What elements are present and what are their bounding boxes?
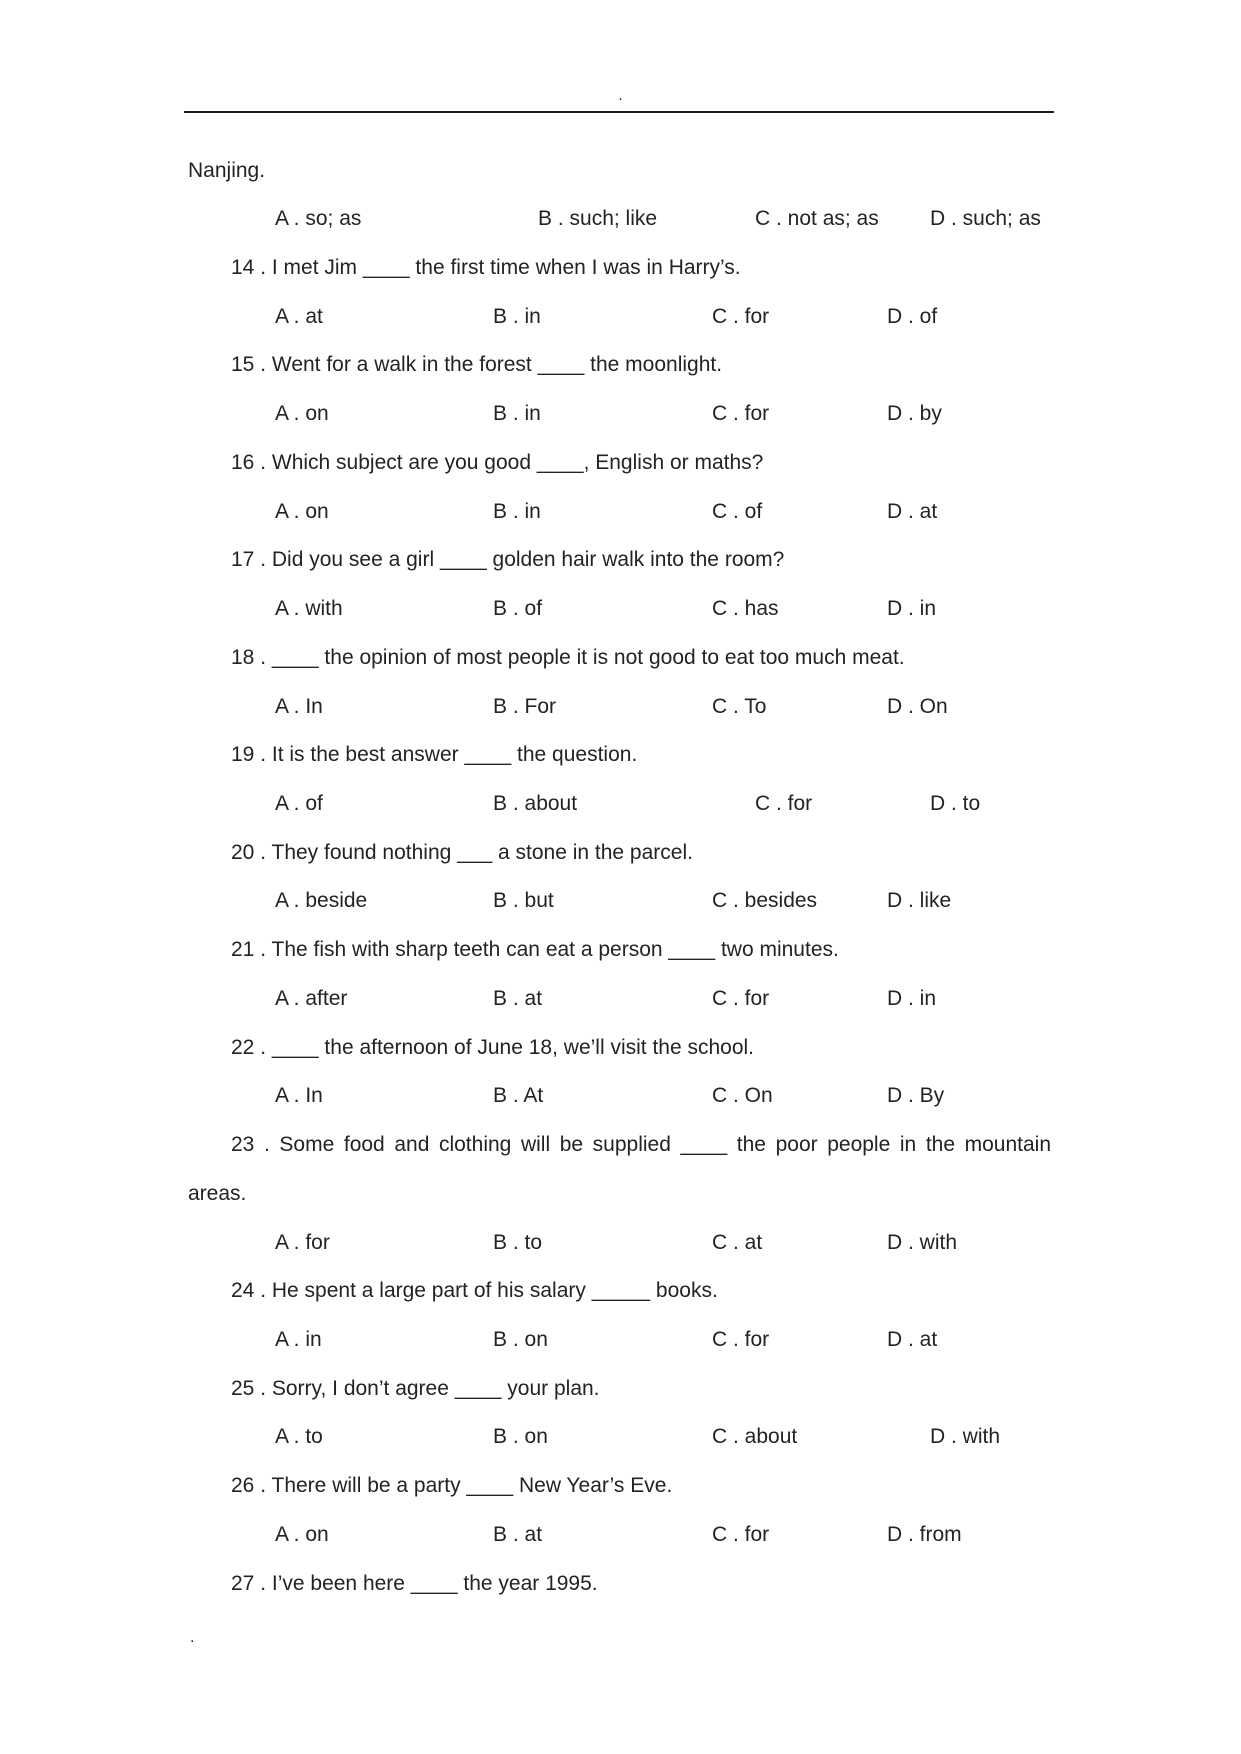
option-d: D . of [887,304,938,328]
question-number: 27 . [231,1571,267,1595]
question-stem: ____ the afternoon of June 18, we’ll visit the school. [271,1035,755,1059]
option-d: D . by [887,402,942,426]
question-13-options [188,195,1051,244]
question-17-options [188,585,1051,634]
option-c: C . at [712,1230,763,1254]
question-number: 17 . [231,548,267,572]
option-b: B . in [493,304,541,328]
option-c: C . for [712,402,770,426]
question-number: 15 . [231,353,267,377]
option-b: B . but [493,889,554,913]
question-stem: The fish with sharp teeth can eat a person ____ two minutes. [271,938,839,962]
question-23-options [188,1219,1051,1268]
option-c: C . for [712,1522,770,1546]
question-stem: Some food and clothing will be supplied ____ the poor people in the mountain areas. [188,1133,1051,1205]
question-19 [188,731,1051,780]
option-c: C . for [755,792,813,816]
question-24-options [188,1316,1051,1365]
question-stem: Which subject are you good ____, English or maths? [271,450,764,474]
question-22 [188,1024,1051,1073]
question-14 [188,244,1051,293]
option-a: A . for [275,1230,330,1254]
option-d: D . to [930,792,981,816]
question-stem: I met Jim ____ the first time when I was in Harry’s. [271,256,741,280]
option-a: A . at [275,304,323,328]
option-c: C . besides [712,889,818,913]
question-16 [188,439,1051,488]
header-mark: . [618,87,623,104]
question-number: 14 . [231,256,267,280]
question-15-options [188,390,1051,439]
option-d: D . at [887,1328,938,1352]
question-stem: Went for a walk in the forest ____ the moonlight. [271,353,723,377]
question-13-stem-tail: Nanjing. [188,158,266,182]
option-b: B . about [493,792,578,816]
option-c: C . To [712,694,767,718]
option-a: A . on [275,402,329,426]
option-c: C . for [712,986,770,1010]
option-d: D . with [887,1230,958,1254]
option-b: B . in [493,402,541,426]
option-b: B . of [493,597,543,621]
option-a: A . In [275,1084,323,1108]
question-number: 22 . [231,1035,267,1059]
option-d: D . By [887,1084,945,1108]
question-21 [188,926,1051,975]
option-c: C . for [712,304,770,328]
question-stem: It is the best answer ____ the question. [271,743,638,767]
question-number: 19 . [231,743,267,767]
option-a: A . in [275,1328,322,1352]
option-d: D . in [887,986,937,1010]
option-b: B . on [493,1328,548,1352]
question-23 [188,1121,1051,1218]
question-stem: They found nothing ___ a stone in the parcel. [271,840,693,864]
question-stem: I’ve been here ____ the year 1995. [271,1571,598,1595]
option-a: A . of [275,792,323,816]
option-a: A . after [275,986,348,1010]
question-stem: Sorry, I don’t agree ____ your plan. [271,1376,600,1400]
option-c: C . has [712,597,779,621]
question-stem: There will be a party ____ New Year’s Eve. [271,1474,673,1498]
question-number: 18 . [231,645,267,669]
question-number: 16 . [231,450,267,474]
option-b: B . at [493,986,543,1010]
option-c: C . for [712,1328,770,1352]
question-stem: He spent a large part of his salary _____ books. [271,1279,718,1303]
option-c: C . not as; as [755,207,879,231]
question-21-options [188,975,1051,1024]
option-c: C . about [712,1425,798,1449]
option-d: D . at [887,499,938,523]
option-b: B . on [493,1425,548,1449]
question-27 [188,1560,1051,1609]
option-b: B . such; like [538,207,658,231]
question-stem: Did you see a girl ____ golden hair walk into the room? [271,548,785,572]
question-18 [188,634,1051,683]
question-26-options [188,1511,1051,1560]
option-b: B . For [493,694,557,718]
question-number: 21 . [231,938,267,962]
header-rule [184,111,1054,113]
question-list [188,147,1051,1609]
question-16-options [188,488,1051,537]
option-a: A . on [275,1522,329,1546]
option-c: C . On [712,1084,773,1108]
question-25-options [188,1413,1051,1462]
question-14-options [188,293,1051,342]
question-18-options [188,683,1051,732]
question-26 [188,1462,1051,1511]
question-stem: ____ the opinion of most people it is not good to eat too much meat. [271,645,905,669]
question-number: 26 . [231,1474,267,1498]
footer-mark: . [190,1629,195,1646]
option-c: C . of [712,499,763,523]
option-d: D . in [887,597,937,621]
question-17 [188,536,1051,585]
option-a: A . on [275,499,329,523]
question-20 [188,829,1051,878]
option-a: A . beside [275,889,368,913]
option-d: D . from [887,1522,962,1546]
option-d: D . with [930,1425,1001,1449]
option-a: A . to [275,1425,323,1449]
question-number: 23 . [231,1133,270,1157]
option-b: B . in [493,499,541,523]
option-b: B . At [493,1084,544,1108]
question-19-options [188,780,1051,829]
question-22-options [188,1072,1051,1121]
option-d: D . such; as [930,207,1041,231]
question-number: 20 . [231,840,267,864]
question-15 [188,341,1051,390]
option-b: B . to [493,1230,543,1254]
option-a: A . so; as [275,207,362,231]
question-25 [188,1365,1051,1414]
option-b: B . at [493,1522,543,1546]
question-20-options [188,877,1051,926]
question-number: 24 . [231,1279,267,1303]
option-a: A . In [275,694,323,718]
question-number: 25 . [231,1376,267,1400]
option-d: D . On [887,694,948,718]
option-a: A . with [275,597,343,621]
option-d: D . like [887,889,952,913]
question-24 [188,1267,1051,1316]
